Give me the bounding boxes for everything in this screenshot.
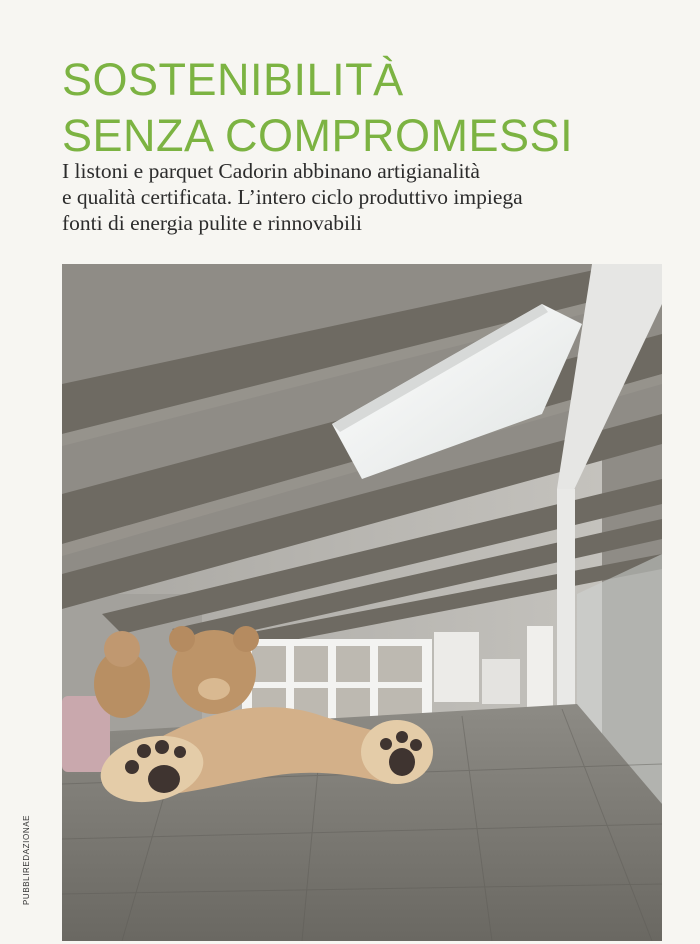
white-cabinet <box>527 626 553 714</box>
attic-room-photo <box>62 264 662 941</box>
white-column <box>557 489 575 729</box>
headline-line: SENZA COMPROMESSI <box>62 110 574 161</box>
toy-oven <box>482 659 520 704</box>
headline <box>62 52 573 164</box>
standfirst-line: fonti di energia pulite e rinnovabili <box>62 211 362 235</box>
standfirst-line: e qualità certificata. L’intero ciclo produttivo impiega <box>62 185 523 209</box>
headline-line: SOSTENIBILITÀ <box>62 54 404 105</box>
side-label: PUBBLIREDAZIONAE <box>22 814 31 905</box>
toy-kitchen <box>434 632 479 702</box>
photo-illustration <box>62 264 662 941</box>
standfirst <box>62 158 662 236</box>
standfirst-line: I listoni e parquet Cadorin abbinano artigianalità <box>62 159 480 183</box>
